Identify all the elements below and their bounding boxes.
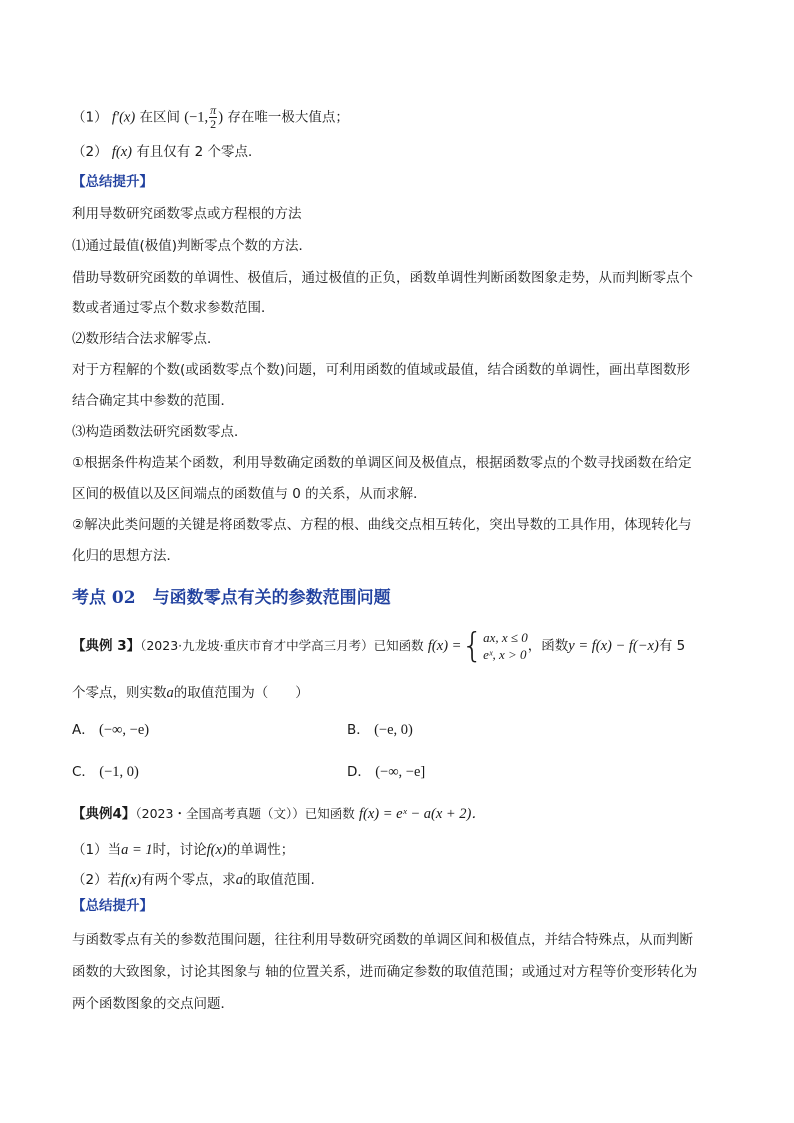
text: 个零点，则实数 bbox=[72, 685, 167, 701]
piecewise-cases bbox=[483, 629, 528, 663]
option-letter: C． bbox=[72, 764, 95, 780]
condition: a = 1 bbox=[121, 842, 153, 858]
paragraph-line: 两个函数图象的交点问题． bbox=[72, 996, 234, 1012]
option-value: (−∞, −e] bbox=[375, 764, 426, 780]
example-label: 【典例 3】 bbox=[72, 638, 141, 654]
example-label: 【典例4】 bbox=[72, 806, 136, 822]
text: 存在唯一极大值点； bbox=[227, 109, 349, 126]
paragraph-line: 函数的大致图象，讨论其图象与 轴的位置关系，进而确定参数的取值范围；或通过对方程等价变形转化为 bbox=[72, 964, 698, 980]
example-4-part-1 bbox=[72, 840, 294, 860]
example-3-stem bbox=[72, 628, 685, 664]
function-expression: f(x) bbox=[206, 842, 227, 858]
method-title: 利用导数研究函数零点或方程根的方法 bbox=[72, 206, 302, 222]
method-3-title: ⑶构造函数法研究函数零点． bbox=[72, 424, 248, 440]
option-c[interactable] bbox=[72, 762, 139, 782]
summary-heading: 【总结提升】 bbox=[72, 898, 153, 914]
example-4-stem bbox=[72, 804, 486, 824]
variable-a: a bbox=[166, 685, 174, 701]
case-1: ax, x ≤ 0 bbox=[483, 630, 528, 645]
interval-open: (−1, bbox=[184, 109, 209, 126]
paragraph-line: 化归的思想方法． bbox=[72, 548, 180, 564]
function-formula: f(x) = eˣ − a(x + 2)． bbox=[359, 806, 486, 822]
option-value: (−∞, −e) bbox=[99, 722, 150, 738]
function-y: y = f(x) − f(−x) bbox=[568, 638, 659, 654]
text: 的单调性； bbox=[226, 842, 295, 858]
text: 的取值范围为（ ） bbox=[173, 685, 309, 701]
fraction-numerator: π bbox=[210, 103, 217, 117]
function-expression: f(x) bbox=[111, 144, 133, 160]
question-part-2 bbox=[72, 142, 261, 162]
option-a[interactable] bbox=[72, 720, 149, 740]
example-3-stem-continued bbox=[72, 683, 309, 703]
question-part-1 bbox=[72, 104, 349, 131]
variable-a: a bbox=[235, 872, 243, 888]
option-d[interactable] bbox=[347, 762, 425, 782]
option-value: (−e, 0) bbox=[374, 722, 413, 738]
option-letter: D． bbox=[347, 764, 371, 780]
paragraph-line: 数或者通过零点个数求参数范围． bbox=[72, 300, 275, 316]
paragraph-line: 结合确定其中参数的范围． bbox=[72, 393, 234, 409]
text: （2）若 bbox=[72, 872, 122, 888]
text: 时，讨论 bbox=[152, 842, 207, 858]
paragraph-line: ②解决此类问题的关键是将函数零点、方程的根、曲线交点相互转化，突出导数的工具作用，体现转化与 bbox=[72, 517, 692, 533]
function-expression: f(x) bbox=[121, 872, 142, 888]
text: 在区间 bbox=[139, 109, 180, 126]
option-letter: A． bbox=[72, 722, 95, 738]
part-number: （2） bbox=[72, 144, 108, 160]
text: ，函数 bbox=[527, 638, 569, 654]
method-2-title: ⑵数形结合法求解零点． bbox=[72, 331, 221, 347]
section-heading: 考点 02 与函数零点有关的参数范围问题 bbox=[72, 588, 391, 608]
example-source: （2023・全国高考真题（文））已知函数 bbox=[135, 806, 355, 821]
option-b[interactable] bbox=[347, 720, 413, 740]
method-1-title: ⑴通过最值(极值)判断零点个数的方法． bbox=[72, 238, 313, 254]
text: 有两个零点，求 bbox=[141, 872, 236, 888]
paragraph-line: 区间的极值以及区间端点的函数值与 0 的关系，从而求解． bbox=[72, 486, 427, 502]
case-2: eˣ, x > 0 bbox=[483, 647, 527, 662]
summary-heading: 【总结提升】 bbox=[72, 174, 153, 190]
text: （1）当 bbox=[72, 842, 122, 858]
part-number: （1） bbox=[72, 109, 108, 126]
text: 的取值范围. bbox=[242, 872, 315, 888]
paragraph-line: 与函数零点有关的参数范围问题，往往利用导数研究函数的单调区间和极值点，并结合特殊点，从而判断 bbox=[72, 932, 693, 948]
text: 有 5 bbox=[658, 638, 686, 654]
option-value: (−1, 0) bbox=[99, 764, 139, 780]
paragraph-line: ①根据条件构造某个函数，利用导数确定函数的单调区间及极值点，根据函数零点的个数寻找函数在给定 bbox=[72, 455, 692, 471]
fraction-denominator: 2 bbox=[210, 117, 217, 131]
text: 有且仅有 2 个零点． bbox=[136, 144, 262, 160]
interval-close: ) bbox=[218, 109, 224, 126]
example-source: （2023·九龙坡·重庆市育才中学高三月考）已知函数 bbox=[140, 638, 424, 653]
option-letter: B． bbox=[347, 722, 370, 738]
derivative-expression: f′(x) bbox=[111, 109, 136, 126]
piecewise-function-lhs: f(x) = bbox=[427, 638, 462, 654]
paragraph-line: 对于方程解的个数(或函数零点个数)问题，可利用函数的值域或最值，结合函数的单调性，画出草图数形 bbox=[72, 362, 691, 378]
paragraph-line: 借助导数研究函数的单调性、极值后，通过极值的正负，函数单调性判断函数图象走势，从而判断零点个 bbox=[72, 270, 693, 286]
left-brace: { bbox=[461, 626, 484, 666]
example-4-part-2 bbox=[72, 870, 315, 890]
pi-over-two bbox=[209, 104, 217, 131]
